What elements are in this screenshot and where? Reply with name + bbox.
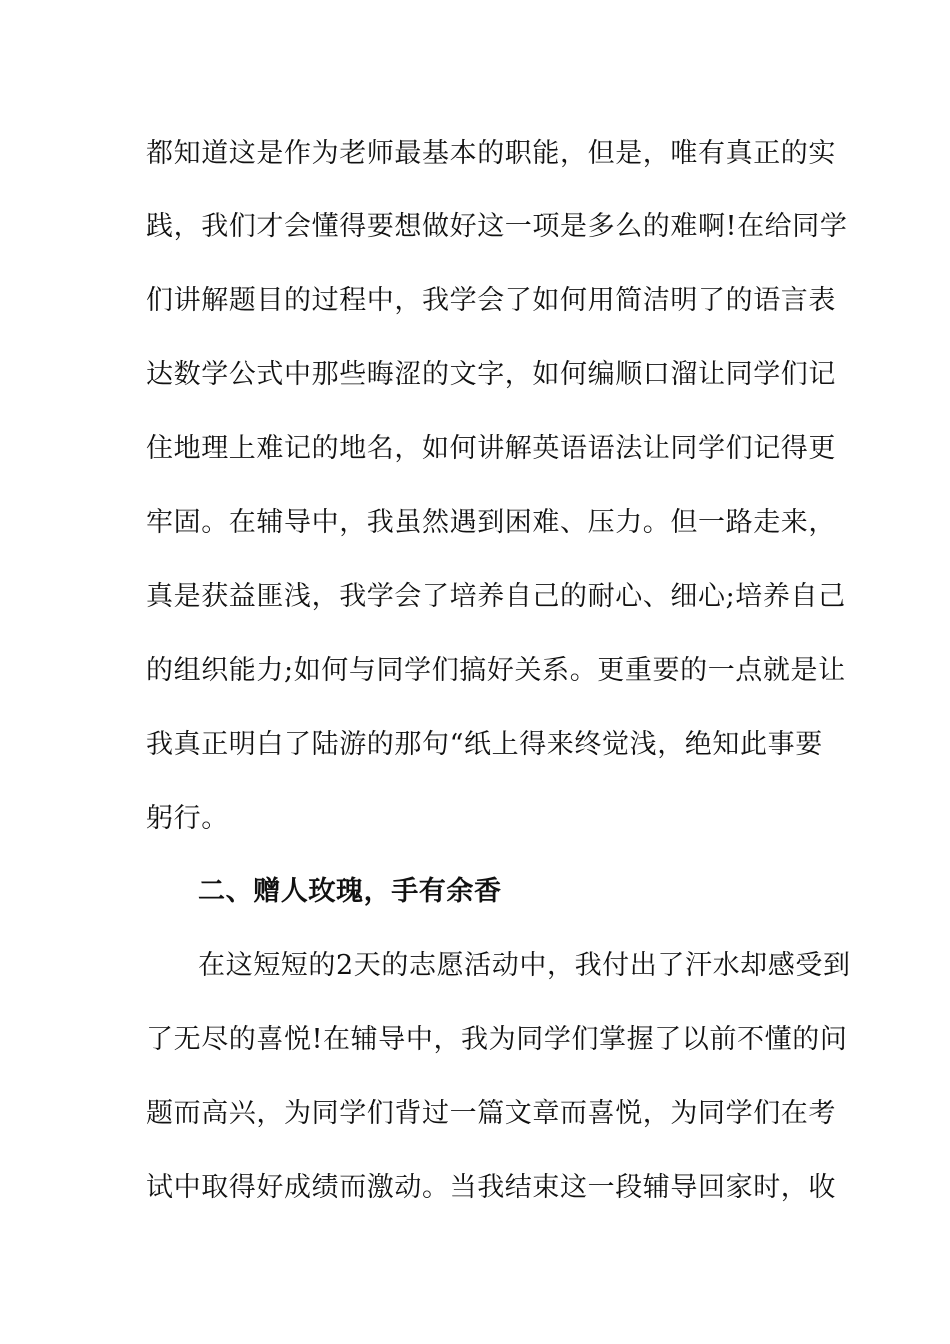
paragraph-line: 了无尽的喜悦!在辅导中，我为同学们掌握了以前不懂的问 xyxy=(146,1024,848,1055)
paragraph-line: 牢固。在辅导中，我虽然遇到困难、压力。但一路走来， xyxy=(146,507,836,538)
paragraph-line: 试中取得好成绩而激动。当我结束这一段辅导回家时，收 xyxy=(146,1172,836,1203)
paragraph-line: 达数学公式中那些晦涩的文字，如何编顺口溜让同学们记 xyxy=(146,359,836,390)
paragraph-line: 的组织能力;如何与同学们搞好关系。更重要的一点就是让 xyxy=(146,655,846,686)
paragraph-line: 题而高兴，为同学们背过一篇文章而喜悦，为同学们在考 xyxy=(146,1098,836,1129)
paragraph-line: 我真正明白了陆游的那句“纸上得来终觉浅，绝知此事要 xyxy=(146,729,823,760)
paragraph-line: 践，我们才会懂得要想做好这一项是多么的难啊!在给同学 xyxy=(146,211,848,242)
paragraph-line: 都知道这是作为老师最基本的职能，但是，唯有真正的实 xyxy=(146,138,836,169)
paragraph-line: 住地理上难记的地名，如何讲解英语语法让同学们记得更 xyxy=(146,433,836,464)
section-heading: 二、赠人玫瑰，手有余香 xyxy=(198,876,502,907)
paragraph-line: 在这短短的2天的志愿活动中，我付出了汗水却感受到 xyxy=(198,950,851,981)
paragraph-line: 真是获益匪浅，我学会了培养自己的耐心、细心;培养自己 xyxy=(146,581,846,612)
paragraph-line: 躬行。 xyxy=(146,803,229,834)
paragraph-line: 们讲解题目的过程中，我学会了如何用简洁明了的语言表 xyxy=(146,285,836,316)
